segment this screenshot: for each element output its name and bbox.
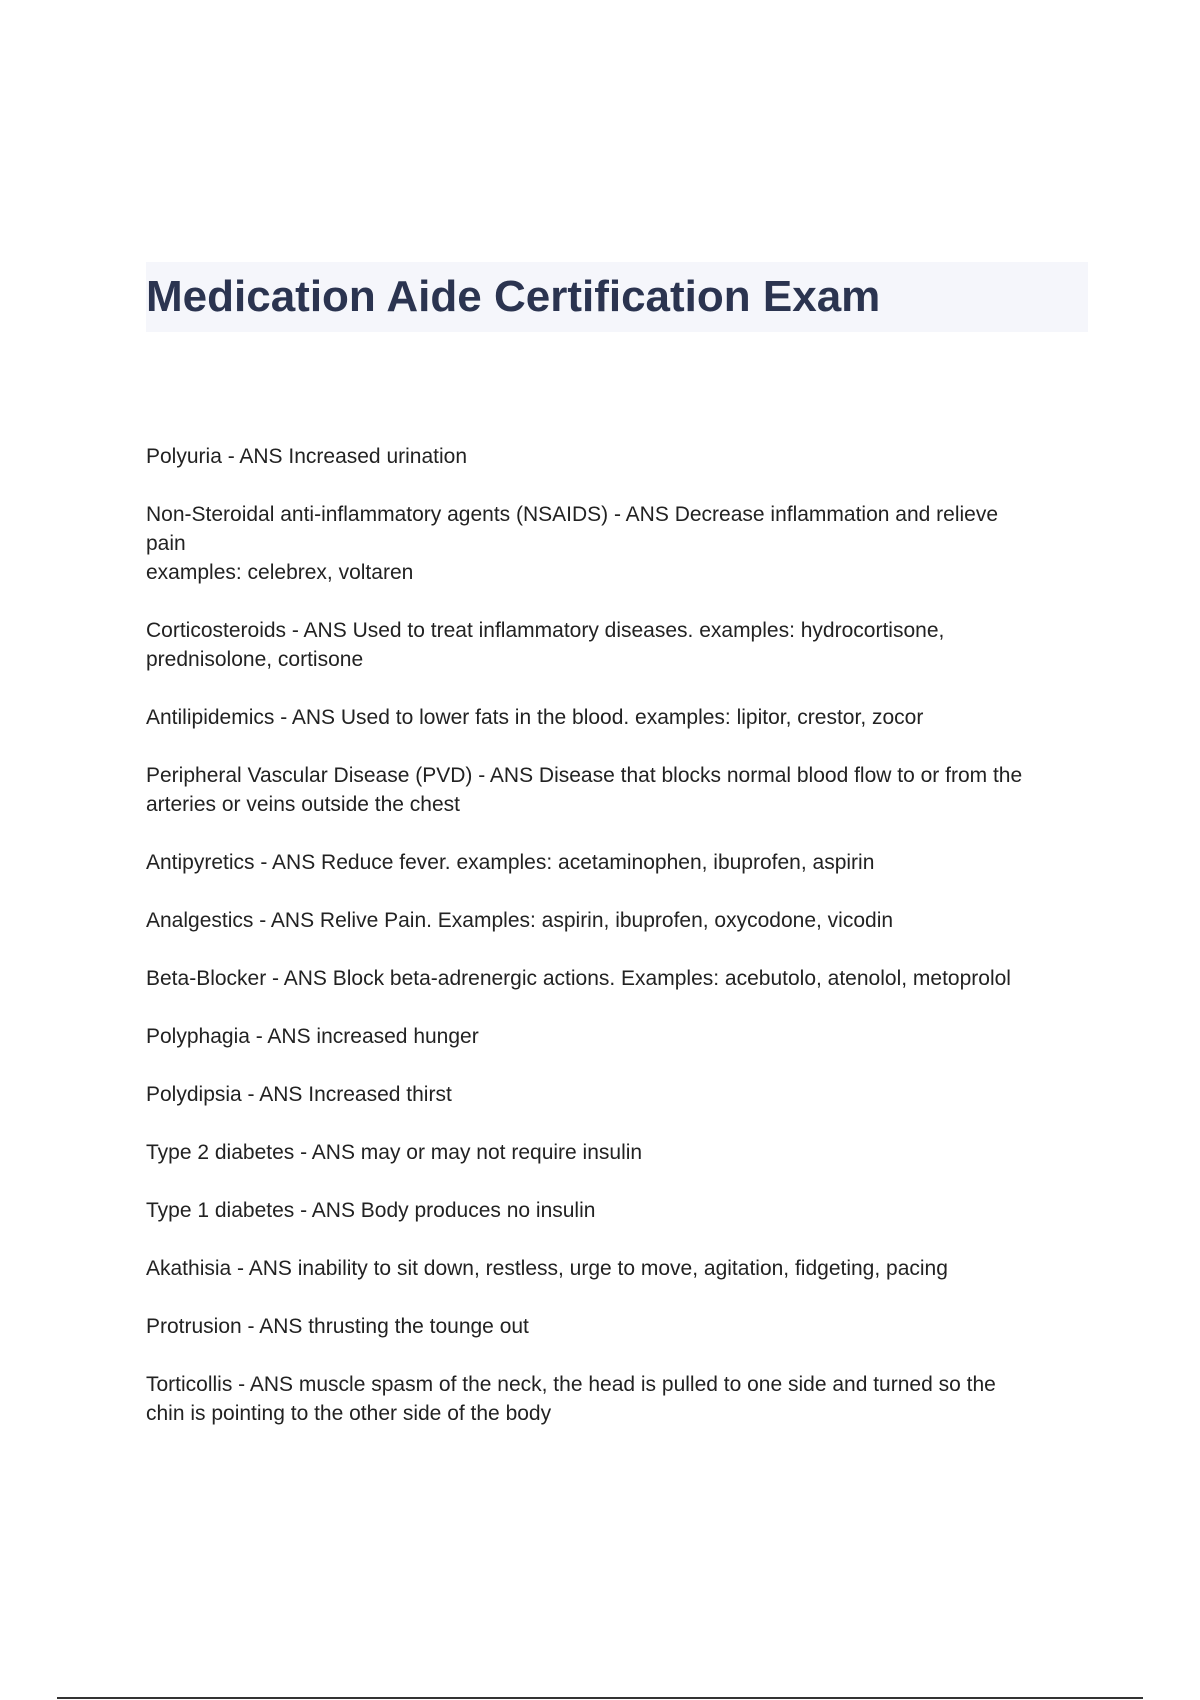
entry: Antilipidemics - ANS Used to lower fats in the blood. examples: lipitor, crestor, zocor bbox=[146, 706, 924, 729]
entry: Analgestics - ANS Relive Pain. Examples: aspirin, ibuprofen, oxycodone, vicodin bbox=[146, 909, 894, 932]
entry-list bbox=[146, 442, 1091, 1457]
entry: Polyuria - ANS Increased urination bbox=[146, 445, 467, 468]
entry: Type 1 diabetes - ANS Body produces no insulin bbox=[146, 1199, 596, 1222]
entry: Torticollis - ANS muscle spasm of the neck, the head is pulled to one side and turned so the chin is pointing to the other side of the body bbox=[146, 1373, 996, 1425]
entry: Polydipsia - ANS Increased thirst bbox=[146, 1083, 452, 1106]
entry: Akathisia - ANS inability to sit down, restless, urge to move, agitation, fidgeting, pacing bbox=[146, 1257, 948, 1280]
entry: Corticosteroids - ANS Used to treat inflammatory diseases. examples: hydrocortisone, prednisolone, cortisone bbox=[146, 619, 945, 671]
entry: Polyphagia - ANS increased hunger bbox=[146, 1025, 479, 1048]
entry: Non-Steroidal anti-inflammatory agents (NSAIDS) - ANS Decrease inflammation and relieve pain examples: celebrex, voltaren bbox=[146, 503, 999, 584]
page-title: Medication Aide Certification Exam bbox=[146, 272, 881, 321]
entry: Type 2 diabetes - ANS may or may not require insulin bbox=[146, 1141, 643, 1164]
footer-divider bbox=[57, 1697, 1143, 1699]
entry: Beta-Blocker - ANS Block beta-adrenergic actions. Examples: acebutolo, atenolol, metoprolol bbox=[146, 967, 1011, 990]
entry: Peripheral Vascular Disease (PVD) - ANS Disease that blocks normal blood flow to or from the arteries or veins outside the chest bbox=[146, 764, 1023, 816]
entry: Protrusion - ANS thrusting the tounge out bbox=[146, 1315, 529, 1338]
entry: Antipyretics - ANS Reduce fever. examples: acetaminophen, ibuprofen, aspirin bbox=[146, 851, 875, 874]
